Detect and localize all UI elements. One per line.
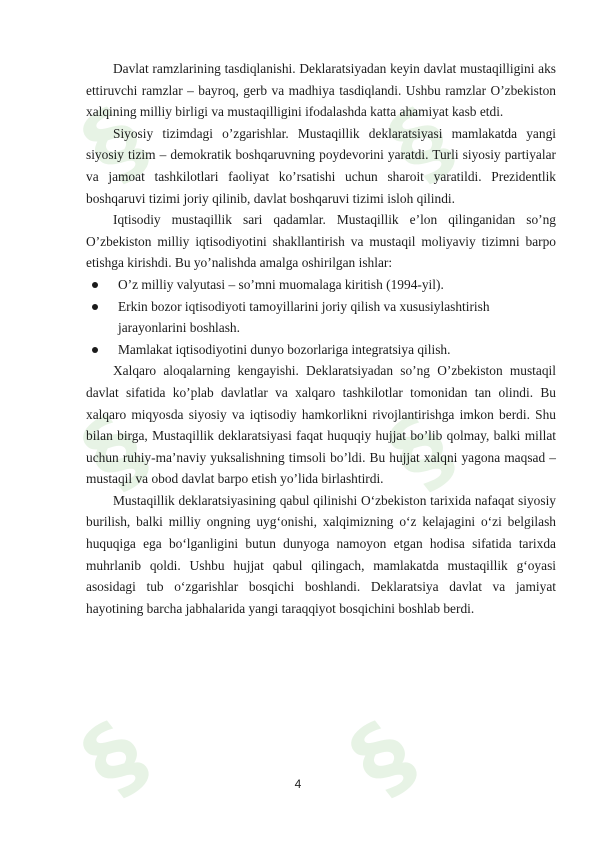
watermark-logo: § <box>331 701 434 814</box>
list-item: Mamlakat iqtisodiyotini dunyo bozorlariga integratsiya qilish. <box>86 339 556 361</box>
list-item: Erkin bozor iqtisodiyoti tamoyillarini joriy qilish va xususiylashtirish jarayonlarini boshlash. <box>86 296 556 339</box>
bullet-icon <box>92 282 98 288</box>
bullet-icon <box>92 347 98 353</box>
document-body <box>86 58 556 619</box>
economic-measures-list <box>86 274 556 360</box>
paragraph-declaration-significance: Mustaqillik deklaratsiyasining qabul qilinishi O‘zbekiston tarixida nafaqat siyosiy burilish, balki milliy ongning uyg‘onishi, xalqimizning o‘z kelajagini o‘zi belgilash huquqiga ega bo‘lganligini butun dunyoga namoyon etgan hodisa sifatida tarixda muhrlanib qoldi. Ushbu hujjat qabul qilingach, mamlakatda mustaqillik g‘oyasi asosidagi tub o‘zgarishlar bosqichi boshlandi. Deklaratsiya davlat va jamiyat hayotining barcha jabhalarida yangi taraqqiyot bosqichini boshlab berdi. <box>86 492 556 616</box>
paragraph-state-symbols: Davlat ramzlarining tasdiqlanishi. Deklaratsiyadan keyin davlat mustaqilligini aks ettiruvchi ramzlar – bayroq, gerb va madhiya tasdiqlandi. Ushbu ramzlar O’zbekiston xalqining milliy birligi va mustaqilligini ifodalashda katta ahamiyat kasb etdi. <box>86 61 556 120</box>
paragraph-international-relations: Xalqaro aloqalarning kengayishi. Deklaratsiyadan so’ng O’zbekiston mustaqil davlat sifatida ko’plab davlatlar va xalqaro tashkilotlar tomonidan tan olindi. Bu xalqaro miqyosda siyosiy va iqtisodiy hamkorlikni rivojlantirishga imkon berdi. Shu bilan birga, Mustaqillik deklaratsiyasi faqat huquqiy hujjat bo’lib qolmay, balki millat uchun ruhiy-ma’naviy yuksalishning timsoli bo’ldi. Bu hujjat xalqni yagona maqsad – mustaqil va obod davlat barpo etish yo’lida birlashtirdi. <box>86 363 556 487</box>
bullet-icon <box>92 304 98 310</box>
paragraph-political-system: Siyosiy tizimdagi o’zgarishlar. Mustaqillik deklaratsiyasi mamlakatda yangi siyosiy tizim – demokratik boshqaruvning poydevorini yaratdi. Turli siyosiy partiyalar va jamoat tashkilotlari faoliyat ko’rsatishi uchun sharoit yaratildi. Prezidentlik boshqaruvi tizimi joriy qilinib, davlat boshqaruvi tizimi isloh qilindi. <box>86 125 556 206</box>
watermark-logo: § <box>63 395 166 508</box>
watermark-logo: § <box>63 701 166 814</box>
watermark-logo: § <box>369 87 472 200</box>
watermark-logo: § <box>63 87 166 200</box>
watermark-logo: § <box>369 395 472 508</box>
page-number: 4 <box>294 777 302 791</box>
list-item: O’z milliy valyutasi – so’mni muomalaga kiritish (1994-yil). <box>86 274 556 296</box>
paragraph-economic-independence: Iqtisodiy mustaqillik sari qadamlar. Mustaqillik e’lon qilinganidan so’ng O’zbekiston milliy iqtisodiyotini shakllantirish va mustaqil moliyaviy tizimni barpo etishga kirishdi. Bu yo’nalishda amalga oshirilgan ishlar: <box>86 212 556 271</box>
